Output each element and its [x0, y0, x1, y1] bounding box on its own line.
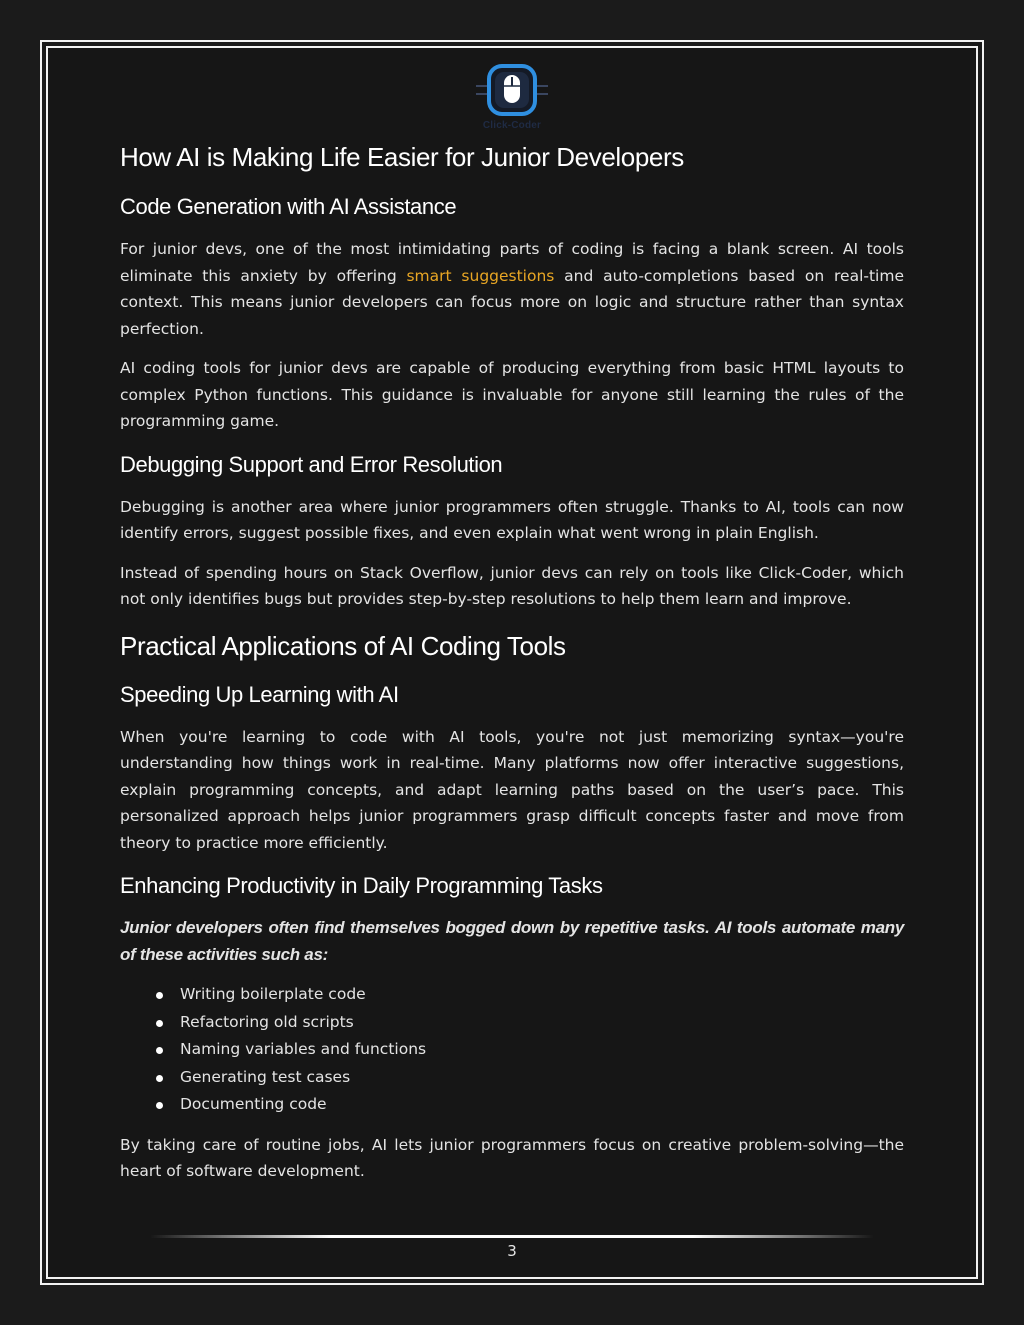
paragraph: Debugging is another area where junior programmers often struggle. Thanks to AI, tools can now identify errors, suggest possible fixes, and even explain what went wrong in plain English. [120, 497, 904, 542]
closing-paragraph: By taking care of routine jobs, AI lets junior programmers focus on creative problem-solving—the heart of software development. [120, 1135, 904, 1180]
task-list [120, 981, 904, 1119]
paragraph: When you're learning to code with AI tools, you're not just memorizing syntax—you're understanding how things work in real-time. Many platforms now offer interactive suggestions, explain programming concepts, and adapt learning paths based on the user’s pace. This personalized approach helps junior programmers grasp difficult concepts faster and move from theory to practice more efficiently. [120, 727, 904, 852]
section-heading-code-generation: Code Generation with AI Assistance [120, 194, 457, 219]
section-title-practical-applications: Practical Applications of AI Coding Tools [120, 630, 566, 661]
paragraph: For junior devs, one of the most intimidating parts of coding is facing a blank screen. AI tools eliminate this anxiety by offering smart suggestions and auto-completions based on real-time context. This means junior developers can focus more on logic and structure rather than syntax perfection. [120, 240, 904, 338]
footer-divider [150, 1235, 874, 1238]
list-item: Generating test cases [120, 1064, 904, 1092]
list-item: Refactoring old scripts [120, 1009, 904, 1037]
intro-paragraph: Junior developers often find themselves bogged down by repetitive tasks. AI tools automate many of these activities such as: [120, 918, 904, 964]
document-content [120, 138, 904, 1185]
paragraph: Instead of spending hours on Stack Overflow, junior devs can rely on tools like Click-Coder, which not only identifies bugs but provides step-by-step resolutions to help them learn and improve. [120, 563, 904, 608]
click-coder-logo [472, 64, 552, 134]
list-item: Documenting code [120, 1091, 904, 1119]
section-heading-speeding-up-learning: Speeding Up Learning with AI [120, 681, 399, 707]
page-number: 3 [507, 1242, 517, 1260]
smart-suggestions-link[interactable]: smart suggestions [406, 266, 555, 285]
section-heading-productivity: Enhancing Productivity in Daily Programming Tasks [120, 873, 603, 898]
page-title: How AI is Making Life Easier for Junior Developers [120, 142, 684, 172]
logo-label: Click-Coder [482, 120, 542, 131]
mouse-icon [472, 64, 552, 122]
section-heading-debugging: Debugging Support and Error Resolution [120, 451, 503, 477]
list-item: Writing boilerplate code [120, 981, 904, 1009]
paragraph: AI coding tools for junior devs are capable of producing everything from basic HTML layouts to complex Python functions. This guidance is invaluable for anyone still learning the rules of the programming game. [120, 359, 904, 430]
list-item: Naming variables and functions [120, 1036, 904, 1064]
